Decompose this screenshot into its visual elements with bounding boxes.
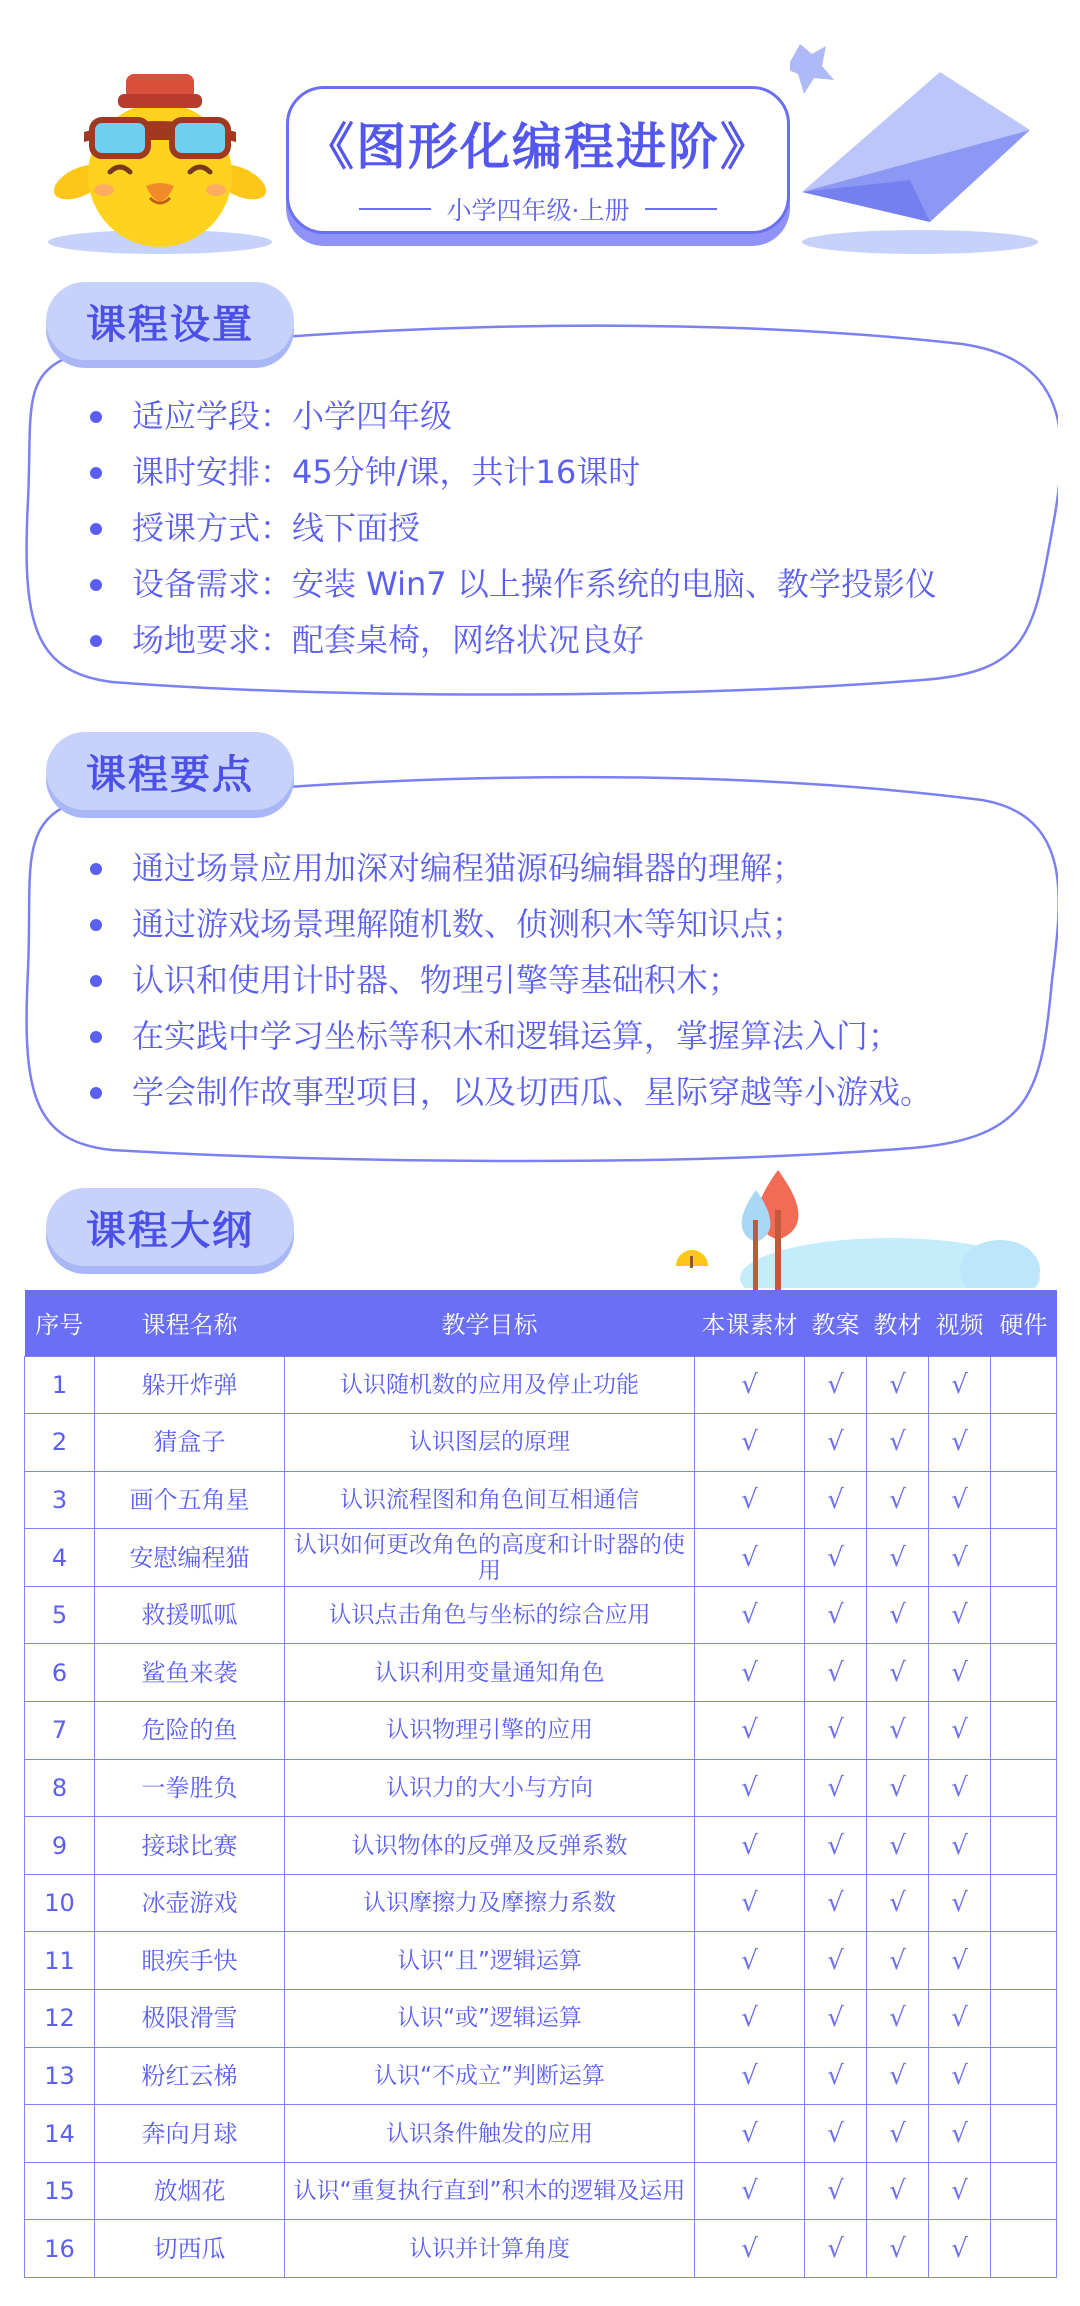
table-row bbox=[25, 1990, 1057, 2048]
cell-lesson-plan-check: √ bbox=[805, 1759, 867, 1817]
cell-hardware bbox=[991, 1990, 1057, 2048]
table-row bbox=[25, 1414, 1057, 1472]
table-row bbox=[25, 2105, 1057, 2163]
course-settings-section bbox=[22, 320, 1058, 700]
cell-lesson-name: 安慰编程猫 bbox=[95, 1529, 285, 1587]
cell-textbook-check: √ bbox=[867, 2220, 929, 2278]
cell-material-check: √ bbox=[695, 1586, 805, 1644]
course-outline-table bbox=[24, 1290, 1057, 2278]
cell-lesson-name: 眼疾手快 bbox=[95, 1932, 285, 1990]
table-row bbox=[25, 1874, 1057, 1932]
table-row bbox=[25, 1471, 1057, 1529]
cell-lesson-plan-check: √ bbox=[805, 2105, 867, 2163]
cell-number: 3 bbox=[25, 1471, 95, 1529]
cell-video-check: √ bbox=[929, 1932, 991, 1990]
cell-teaching-goal: 认识“且”逻辑运算 bbox=[285, 1932, 695, 1990]
cell-video-check: √ bbox=[929, 2105, 991, 2163]
page-title: 《图形化编程进阶》 bbox=[304, 118, 772, 176]
cell-textbook-check: √ bbox=[867, 1586, 929, 1644]
cell-lesson-name: 一拳胜负 bbox=[95, 1759, 285, 1817]
cell-lesson-plan-check: √ bbox=[805, 1932, 867, 1990]
cell-teaching-goal: 认识力的大小与方向 bbox=[285, 1759, 695, 1817]
course-points-section bbox=[22, 770, 1058, 1166]
cell-lesson-plan-check: √ bbox=[805, 1586, 867, 1644]
cell-lesson-plan-check: √ bbox=[805, 1471, 867, 1529]
column-header: 硬件 bbox=[991, 1290, 1057, 1356]
cell-teaching-goal: 认识随机数的应用及停止功能 bbox=[285, 1356, 695, 1414]
cell-lesson-name: 救援呱呱 bbox=[95, 1586, 285, 1644]
cell-material-check: √ bbox=[695, 1759, 805, 1817]
cell-number: 16 bbox=[25, 2220, 95, 2278]
cell-lesson-name: 接球比赛 bbox=[95, 1817, 285, 1875]
table-header-row bbox=[25, 1290, 1057, 1356]
cell-hardware bbox=[991, 2047, 1057, 2105]
cell-video-check: √ bbox=[929, 1644, 991, 1702]
page-subtitle: 小学四年级·上册 bbox=[446, 196, 630, 225]
cell-textbook-check: √ bbox=[867, 1702, 929, 1760]
cell-teaching-goal: 认识“重复执行直到”积木的逻辑及运用 bbox=[285, 2162, 695, 2220]
cell-video-check: √ bbox=[929, 1759, 991, 1817]
cell-lesson-name: 猜盒子 bbox=[95, 1414, 285, 1472]
cell-number: 9 bbox=[25, 1817, 95, 1875]
cell-textbook-check: √ bbox=[867, 1529, 929, 1587]
cell-video-check: √ bbox=[929, 2220, 991, 2278]
cell-material-check: √ bbox=[695, 2162, 805, 2220]
cell-lesson-plan-check: √ bbox=[805, 2047, 867, 2105]
cell-video-check: √ bbox=[929, 1414, 991, 1472]
chick-mascot-icon bbox=[40, 70, 280, 255]
cell-teaching-goal: 认识图层的原理 bbox=[285, 1414, 695, 1472]
cell-hardware bbox=[991, 1817, 1057, 1875]
cell-lesson-plan-check: √ bbox=[805, 1414, 867, 1472]
cell-textbook-check: √ bbox=[867, 1990, 929, 2048]
list-item: 场地要求：配套桌椅，网络状况良好 bbox=[86, 612, 937, 668]
cell-hardware bbox=[991, 1874, 1057, 1932]
cell-textbook-check: √ bbox=[867, 1817, 929, 1875]
cell-hardware bbox=[991, 1759, 1057, 1817]
cell-textbook-check: √ bbox=[867, 1414, 929, 1472]
scenery-trees-icon bbox=[660, 1170, 1050, 1300]
list-item: 在实践中学习坐标等积木和逻辑运算，掌握算法入门； bbox=[86, 1008, 932, 1064]
cell-material-check: √ bbox=[695, 2047, 805, 2105]
table-body bbox=[25, 1356, 1057, 2278]
cell-hardware bbox=[991, 1471, 1057, 1529]
list-item: 授课方式：线下面授 bbox=[86, 500, 937, 556]
cell-material-check: √ bbox=[695, 1990, 805, 2048]
cell-teaching-goal: 认识流程图和角色间互相通信 bbox=[285, 1471, 695, 1529]
cell-lesson-plan-check: √ bbox=[805, 1702, 867, 1760]
section-heading-course-settings: 课程设置 bbox=[46, 282, 294, 360]
table-row bbox=[25, 1529, 1057, 1587]
cell-material-check: √ bbox=[695, 1356, 805, 1414]
list-item: 适应学段：小学四年级 bbox=[86, 388, 937, 444]
table-row bbox=[25, 1586, 1057, 1644]
cell-video-check: √ bbox=[929, 2162, 991, 2220]
cell-hardware bbox=[991, 1644, 1057, 1702]
cell-number: 13 bbox=[25, 2047, 95, 2105]
column-header: 教材 bbox=[867, 1290, 929, 1356]
cell-number: 8 bbox=[25, 1759, 95, 1817]
cell-video-check: √ bbox=[929, 2047, 991, 2105]
list-item: 学会制作故事型项目，以及切西瓜、星际穿越等小游戏。 bbox=[86, 1064, 932, 1120]
cell-lesson-plan-check: √ bbox=[805, 1529, 867, 1587]
table-row bbox=[25, 1817, 1057, 1875]
cell-lesson-name: 危险的鱼 bbox=[95, 1702, 285, 1760]
list-item: 设备需求：安装 Win7 以上操作系统的电脑、教学投影仪 bbox=[86, 556, 937, 612]
cell-hardware bbox=[991, 1529, 1057, 1587]
column-header: 教学目标 bbox=[285, 1290, 695, 1356]
cell-material-check: √ bbox=[695, 2220, 805, 2278]
cell-lesson-plan-check: √ bbox=[805, 1817, 867, 1875]
course-outline-table-wrap bbox=[24, 1290, 1056, 2278]
cell-textbook-check: √ bbox=[867, 1759, 929, 1817]
cell-textbook-check: √ bbox=[867, 1471, 929, 1529]
title-card bbox=[286, 86, 790, 234]
cell-textbook-check: √ bbox=[867, 2105, 929, 2163]
cell-video-check: √ bbox=[929, 1586, 991, 1644]
table-row bbox=[25, 2047, 1057, 2105]
cell-hardware bbox=[991, 1702, 1057, 1760]
column-header: 本课素材 bbox=[695, 1290, 805, 1356]
cell-number: 15 bbox=[25, 2162, 95, 2220]
cell-lesson-name: 粉红云梯 bbox=[95, 2047, 285, 2105]
table-row bbox=[25, 1702, 1057, 1760]
cell-video-check: √ bbox=[929, 1529, 991, 1587]
column-header: 序号 bbox=[25, 1290, 95, 1356]
cell-number: 5 bbox=[25, 1586, 95, 1644]
table-row bbox=[25, 2220, 1057, 2278]
cell-lesson-name: 鲨鱼来袭 bbox=[95, 1644, 285, 1702]
cell-hardware bbox=[991, 1932, 1057, 1990]
page-header bbox=[0, 0, 1080, 270]
cell-material-check: √ bbox=[695, 1529, 805, 1587]
cell-lesson-name: 奔向月球 bbox=[95, 2105, 285, 2163]
cell-hardware bbox=[991, 1356, 1057, 1414]
cell-teaching-goal: 认识摩擦力及摩擦力系数 bbox=[285, 1874, 695, 1932]
column-header: 视频 bbox=[929, 1290, 991, 1356]
cell-lesson-name: 画个五角星 bbox=[95, 1471, 285, 1529]
cell-lesson-name: 躲开炸弹 bbox=[95, 1356, 285, 1414]
section-heading-outline: 课程大纲 bbox=[46, 1188, 294, 1266]
cell-material-check: √ bbox=[695, 1932, 805, 1990]
cell-material-check: √ bbox=[695, 2105, 805, 2163]
cell-video-check: √ bbox=[929, 1990, 991, 2048]
cell-textbook-check: √ bbox=[867, 1356, 929, 1414]
course-points-list bbox=[86, 840, 932, 1120]
cell-textbook-check: √ bbox=[867, 2162, 929, 2220]
cell-lesson-plan-check: √ bbox=[805, 2162, 867, 2220]
cell-lesson-name: 切西瓜 bbox=[95, 2220, 285, 2278]
cell-number: 4 bbox=[25, 1529, 95, 1587]
cell-number: 7 bbox=[25, 1702, 95, 1760]
cell-teaching-goal: 认识条件触发的应用 bbox=[285, 2105, 695, 2163]
cell-hardware bbox=[991, 2162, 1057, 2220]
cell-number: 10 bbox=[25, 1874, 95, 1932]
cell-number: 11 bbox=[25, 1932, 95, 1990]
cell-number: 1 bbox=[25, 1356, 95, 1414]
cell-number: 12 bbox=[25, 1990, 95, 2048]
cell-video-check: √ bbox=[929, 1702, 991, 1760]
cell-material-check: √ bbox=[695, 1471, 805, 1529]
cell-teaching-goal: 认识物理引擎的应用 bbox=[285, 1702, 695, 1760]
cell-textbook-check: √ bbox=[867, 1874, 929, 1932]
list-item: 认识和使用计时器、物理引擎等基础积木； bbox=[86, 952, 932, 1008]
cell-hardware bbox=[991, 2220, 1057, 2278]
column-header: 课程名称 bbox=[95, 1290, 285, 1356]
cell-material-check: √ bbox=[695, 1702, 805, 1760]
cell-teaching-goal: 认识并计算角度 bbox=[285, 2220, 695, 2278]
cell-lesson-name: 极限滑雪 bbox=[95, 1990, 285, 2048]
cell-material-check: √ bbox=[695, 1414, 805, 1472]
cell-lesson-name: 冰壶游戏 bbox=[95, 1874, 285, 1932]
cell-teaching-goal: 认识“不成立”判断运算 bbox=[285, 2047, 695, 2105]
course-settings-list bbox=[86, 388, 937, 668]
cell-hardware bbox=[991, 2105, 1057, 2163]
cell-video-check: √ bbox=[929, 1874, 991, 1932]
cell-textbook-check: √ bbox=[867, 2047, 929, 2105]
cell-lesson-plan-check: √ bbox=[805, 2220, 867, 2278]
cell-textbook-check: √ bbox=[867, 1644, 929, 1702]
table-row bbox=[25, 1644, 1057, 1702]
cell-hardware bbox=[991, 1586, 1057, 1644]
cell-textbook-check: √ bbox=[867, 1932, 929, 1990]
list-item: 通过游戏场景理解随机数、侦测积木等知识点； bbox=[86, 896, 932, 952]
cell-number: 6 bbox=[25, 1644, 95, 1702]
cell-hardware bbox=[991, 1414, 1057, 1472]
cell-material-check: √ bbox=[695, 1817, 805, 1875]
paper-plane-icon bbox=[790, 30, 1040, 260]
cell-lesson-name: 放烟花 bbox=[95, 2162, 285, 2220]
list-item: 课时安排：45分钟/课，共计16课时 bbox=[86, 444, 937, 500]
cell-teaching-goal: 认识点击角色与坐标的综合应用 bbox=[285, 1586, 695, 1644]
cell-video-check: √ bbox=[929, 1817, 991, 1875]
cell-teaching-goal: 认识“或”逻辑运算 bbox=[285, 1990, 695, 2048]
section-heading-course-points: 课程要点 bbox=[46, 732, 294, 810]
cell-teaching-goal: 认识如何更改角色的高度和计时器的使用 bbox=[285, 1529, 695, 1587]
cell-number: 2 bbox=[25, 1414, 95, 1472]
cell-video-check: √ bbox=[929, 1356, 991, 1414]
cell-lesson-plan-check: √ bbox=[805, 1356, 867, 1414]
cell-lesson-plan-check: √ bbox=[805, 1644, 867, 1702]
subtitle-rule-left bbox=[359, 208, 431, 210]
cell-material-check: √ bbox=[695, 1644, 805, 1702]
cell-lesson-plan-check: √ bbox=[805, 1990, 867, 2048]
cell-video-check: √ bbox=[929, 1471, 991, 1529]
table-row bbox=[25, 1932, 1057, 1990]
cell-material-check: √ bbox=[695, 1874, 805, 1932]
table-row bbox=[25, 2162, 1057, 2220]
subtitle-row bbox=[289, 191, 787, 227]
subtitle-rule-right bbox=[645, 208, 717, 210]
table-row bbox=[25, 1759, 1057, 1817]
cell-teaching-goal: 认识利用变量通知角色 bbox=[285, 1644, 695, 1702]
cell-lesson-plan-check: √ bbox=[805, 1874, 867, 1932]
list-item: 通过场景应用加深对编程猫源码编辑器的理解； bbox=[86, 840, 932, 896]
cell-teaching-goal: 认识物体的反弹及反弹系数 bbox=[285, 1817, 695, 1875]
column-header: 教案 bbox=[805, 1290, 867, 1356]
cell-number: 14 bbox=[25, 2105, 95, 2163]
table-row bbox=[25, 1356, 1057, 1414]
